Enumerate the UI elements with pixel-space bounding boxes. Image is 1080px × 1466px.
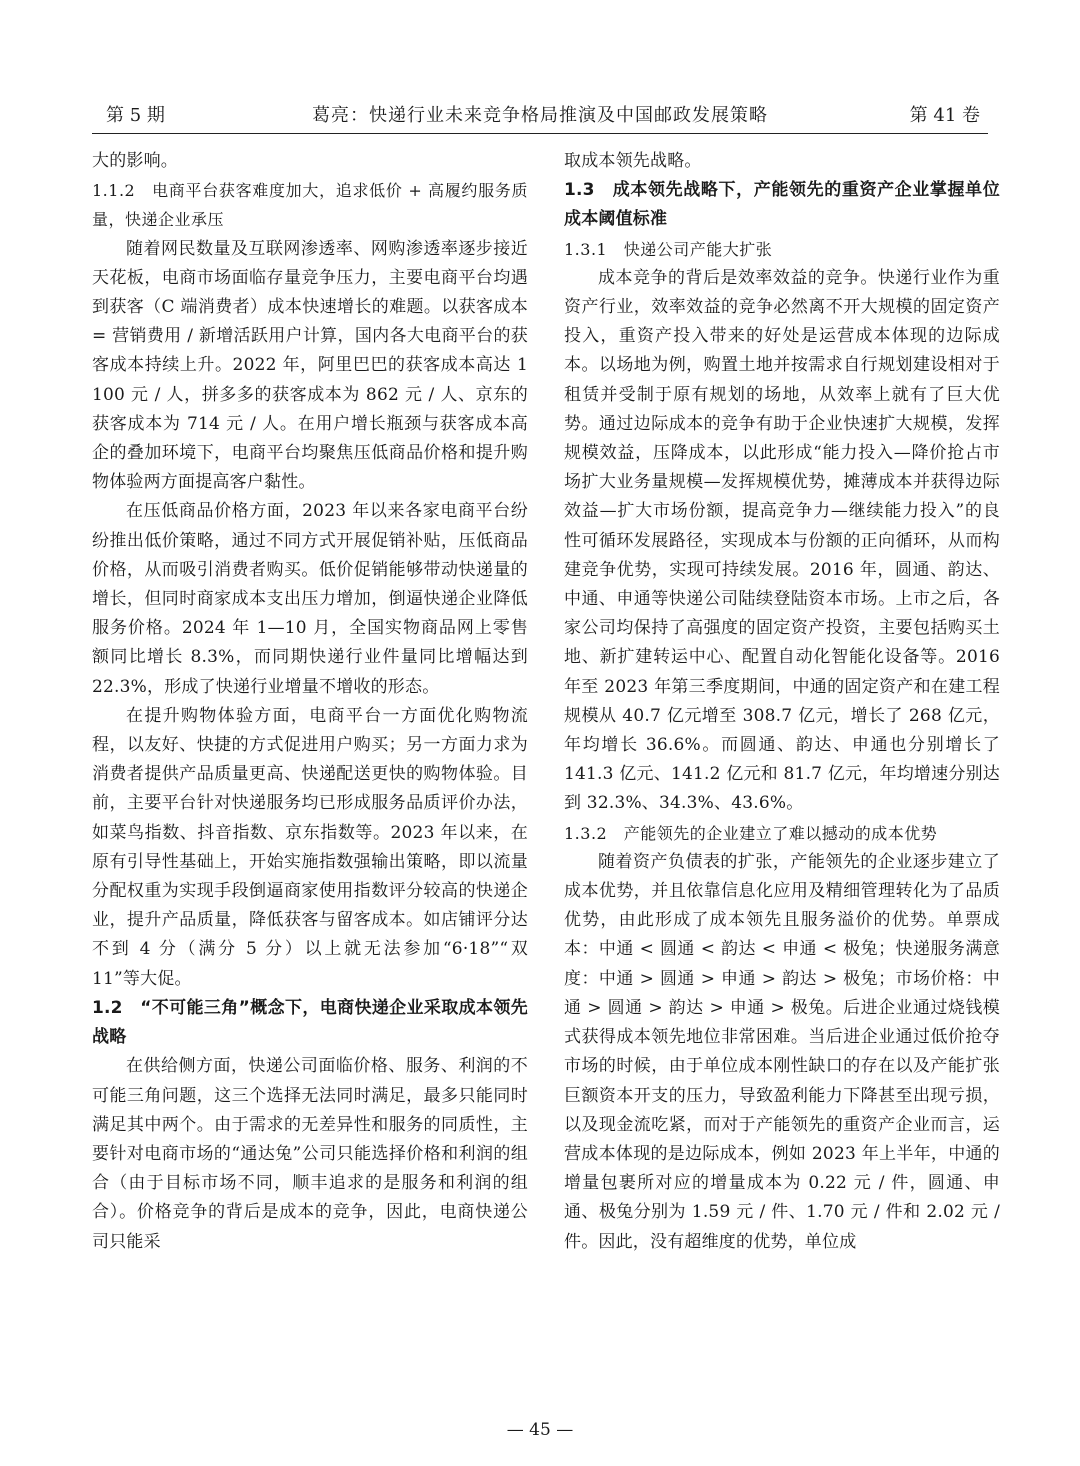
paragraph: 在压低商品价格方面，2023 年以来各家电商平台纷纷推出低价策略，通过不同方式开展促销补贴，压低商品价格，从而吸引消费者购买。低价促销能够带动快递量的增长，但同时商家成本支出压力增加，倒逼快递企业降低服务价格。2024 年 1—10 月，全国实物商品网上零售额同比增长 8.3%，而同期快递行业件量同比增幅达到 22.3%，形成了快递行业增量不增收的形态。	[92, 501, 528, 697]
section-heading-1-2: 1.2 “不可能三角”概念下，电商快递企业采取成本领先战略	[92, 997, 528, 1048]
article-title: 葛亮：快递行业未来竞争格局推演及中国邮政发展策略	[312, 105, 768, 126]
issue-label: 第 5 期	[106, 105, 165, 126]
header-rule	[92, 133, 988, 134]
volume-label: 第 41 卷	[909, 105, 980, 126]
page-number: — 45 —	[506, 1420, 574, 1440]
paragraph: 随着网民数量及互联网渗透率、网购渗透率逐步接近天花板，电商市场面临存量竞争压力，主要电商平台均遇到获客（C 端消费者）成本快速增长的难题。以获客成本 = 营销费用 / 新增活跃用户计算，国内各大电商平台的获客成本持续上升。2022 年，阿里巴巴的获客成本高达 1 100 元 / 人，拼多多的获客成本为 862 元 / 人、京东的获客成本为 714 元 / 人。在用户增长瓶颈与获客成本高企的叠加环境下，电商平台均聚焦压低商品价格和提升购物体验两方面提高客户黏性。	[92, 238, 528, 493]
paragraph: 大的影响。	[92, 151, 178, 171]
paragraph: 在供给侧方面，快递公司面临价格、服务、利润的不可能三角问题，这三个选择无法同时满足，最多只能同时满足其中两个。由于需求的无差异性和服务的同质性，主要针对电商市场的“通达兔”公司只能选择价格和利润的组合（由于目标市场不同，顺丰追求的是服务和利润的组合）。价格竞争的背后是成本的竞争，因此，电商快递公司只能采	[92, 1056, 528, 1252]
section-heading-1-1-2: 1.1.2 电商平台获客难度加大，追求低价 + 高履约服务质量，快递企业承压	[92, 181, 528, 230]
paragraph: 随着资产负债表的扩张，产能领先的企业逐步建立了成本优势，并且依靠信息化应用及精细管理转化为了品质优势，由此形成了成本领先且服务溢价的优势。单票成本：中通 < 圆通 < 韵达 < 申通 < 极兔；快递服务满意度：中通 > 圆通 > 申通 > 韵达 > 极兔；市场价格：中通 > 圆通 > 韵达 > 申通 > 极兔。后进企业通过烧钱模式获得成本领先地位非常困难。当后进企业通过低价抢夺市场的时候，由于单位成本刚性缺口的存在以及产能扩张巨额资本开支的压力，导致盈利能力下降甚至出现亏损，以及现金流吃紧，而对于产能领先的重资产企业而言，运营成本体现的是边际成本，例如 2023 年上半年，中通的增量包裹所对应的增量成本为 0.22 元 / 件，圆通、申通、极兔分别为 1.59 元 / 件、1.70 元 / 件和 2.02 元 / 件。因此，没有超维度的优势，单位成	[564, 851, 1000, 1252]
section-heading-1-3-1: 1.3.1 快递公司产能大扩张	[564, 239, 773, 259]
right-column	[564, 147, 1000, 1257]
paragraph: 在提升购物体验方面，电商平台一方面优化购物流程，以友好、快捷的方式促进用户购买；另一方面力求为消费者提供产品质量更高、快递配送更快的购物体验。目前，主要平台针对快递服务均已形成服务品质评价办法，如菜鸟指数、抖音指数、京东指数等。2023 年以来，在原有引导性基础上，开始实施指数强输出策略，即以流量分配权重为实现手段倒逼商家使用指数评分较高的快递企业，提升产品质量，降低获客与留客成本。如店铺评分达不到 4 分（满分 5 分）以上就无法参加“6·18”“双 11”等大促。	[92, 705, 528, 989]
paragraph: 取成本领先战略。	[564, 151, 702, 171]
left-column	[92, 147, 528, 1257]
running-header	[92, 103, 988, 133]
section-heading-1-3-2: 1.3.2 产能领先的企业建立了难以撼动的成本优势	[564, 823, 938, 843]
section-heading-1-3: 1.3 成本领先战略下，产能领先的重资产企业掌握单位成本阈值标准	[564, 180, 1000, 230]
paragraph: 成本竞争的背后是效率效益的竞争。快递行业作为重资产行业，效率效益的竞争必然离不开大规模的固定资产投入，重资产投入带来的好处是运营成本体现的边际成本。以场地为例，购置土地并按需求自行规划建设相对于租赁并受制于原有规划的场地，从效率上就有了巨大优势。通过边际成本的竞争有助于企业快速扩大规模，发挥规模效益，压降成本，以此形成“能力投入—降价抢占市场扩大业务量规模—发挥规模优势，摊薄成本并获得边际效益—扩大市场份额，提高竞争力—继续能力投入”的良性可循环发展路径，实现成本与份额的正向循环，从而构建竞争优势，实现可持续发展。2016 年，圆通、韵达、中通、申通等快递公司陆续登陆资本市场。上市之后，各家公司均保持了高强度的固定资产投资，主要包括购买土地、新扩建转运中心、配置自动化智能化设备等。2016 年至 2023 年第三季度期间，中通的固定资产和在建工程规模从 40.7 亿元增至 308.7 亿元，增长了 268 亿元，年均增长 36.6%。而圆通、韵达、申通也分别增长了 141.3 亿元、141.2 亿元和 81.7 亿元，年均增速分别达到 32.3%、34.3%、43.6%。	[564, 267, 1000, 814]
